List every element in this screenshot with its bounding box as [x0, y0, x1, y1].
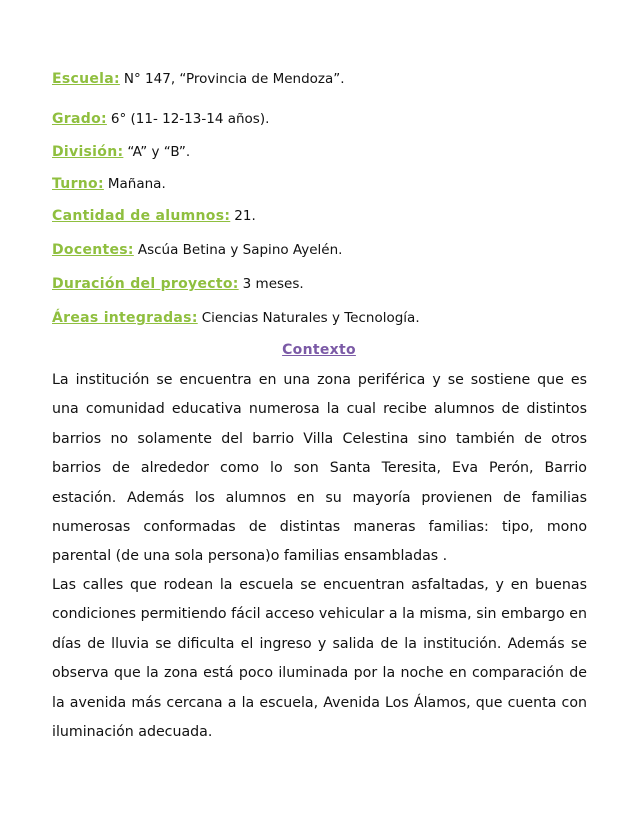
field-turno	[52, 176, 166, 192]
field-label: Docentes:	[52, 242, 134, 258]
field-docentes	[52, 242, 342, 258]
context-paragraph: Las calles que rodean la escuela se encuentran asfaltadas, y en buenas condiciones permitiendo fácil acceso vehicular a la misma, sin embargo en días de lluvia se dificulta el ingreso y salida de la institución. Además se observa que la zona está poco iluminada por la noche en comparación de la avenida más cercana a la escuela, Avenida Los Álamos, que cuenta con iluminación adecuada.	[52, 577, 587, 741]
field-label: Grado:	[52, 111, 107, 127]
field-value: N° 147, “Provincia de Mendoza”.	[123, 71, 345, 87]
field-division	[52, 144, 190, 160]
field-value: 6° (11- 12-13-14 años).	[110, 111, 270, 127]
field-escuela	[52, 71, 345, 87]
field-value: Mañana.	[107, 176, 166, 192]
field-duracion	[52, 276, 304, 292]
context-paragraph: La institución se encuentra en una zona periférica y se sostiene que es una comunidad educativa numerosa la cual recibe alumnos de distintos barrios no solamente del barrio Villa Celestina sino también de otros barrios de alrededor como lo son Santa Teresita, Eva Perón, Barrio estación. Además los alumnos en su mayoría provienen de familias numerosas conformadas de distintas maneras familias: tipo, mono parental (de una sola persona)o familias ensambladas .	[52, 372, 587, 565]
field-value: 3 meses.	[242, 276, 304, 292]
field-label: Turno:	[52, 176, 104, 192]
field-value: “A” y “B”.	[127, 144, 191, 160]
field-cantidad-alumnos	[52, 208, 256, 224]
field-label: División:	[52, 144, 124, 160]
field-value: Ciencias Naturales y Tecnología.	[201, 310, 420, 326]
field-value: Ascúa Betina y Sapino Ayelén.	[137, 242, 343, 258]
field-label: Cantidad de alumnos:	[52, 208, 231, 224]
field-label: Escuela:	[52, 71, 120, 87]
field-grado	[52, 111, 269, 127]
field-value: 21.	[234, 208, 256, 224]
field-areas	[52, 310, 420, 326]
section-heading-contexto: Contexto	[282, 342, 356, 358]
field-label: Duración del proyecto:	[52, 276, 239, 292]
field-label: Áreas integradas:	[52, 310, 198, 326]
